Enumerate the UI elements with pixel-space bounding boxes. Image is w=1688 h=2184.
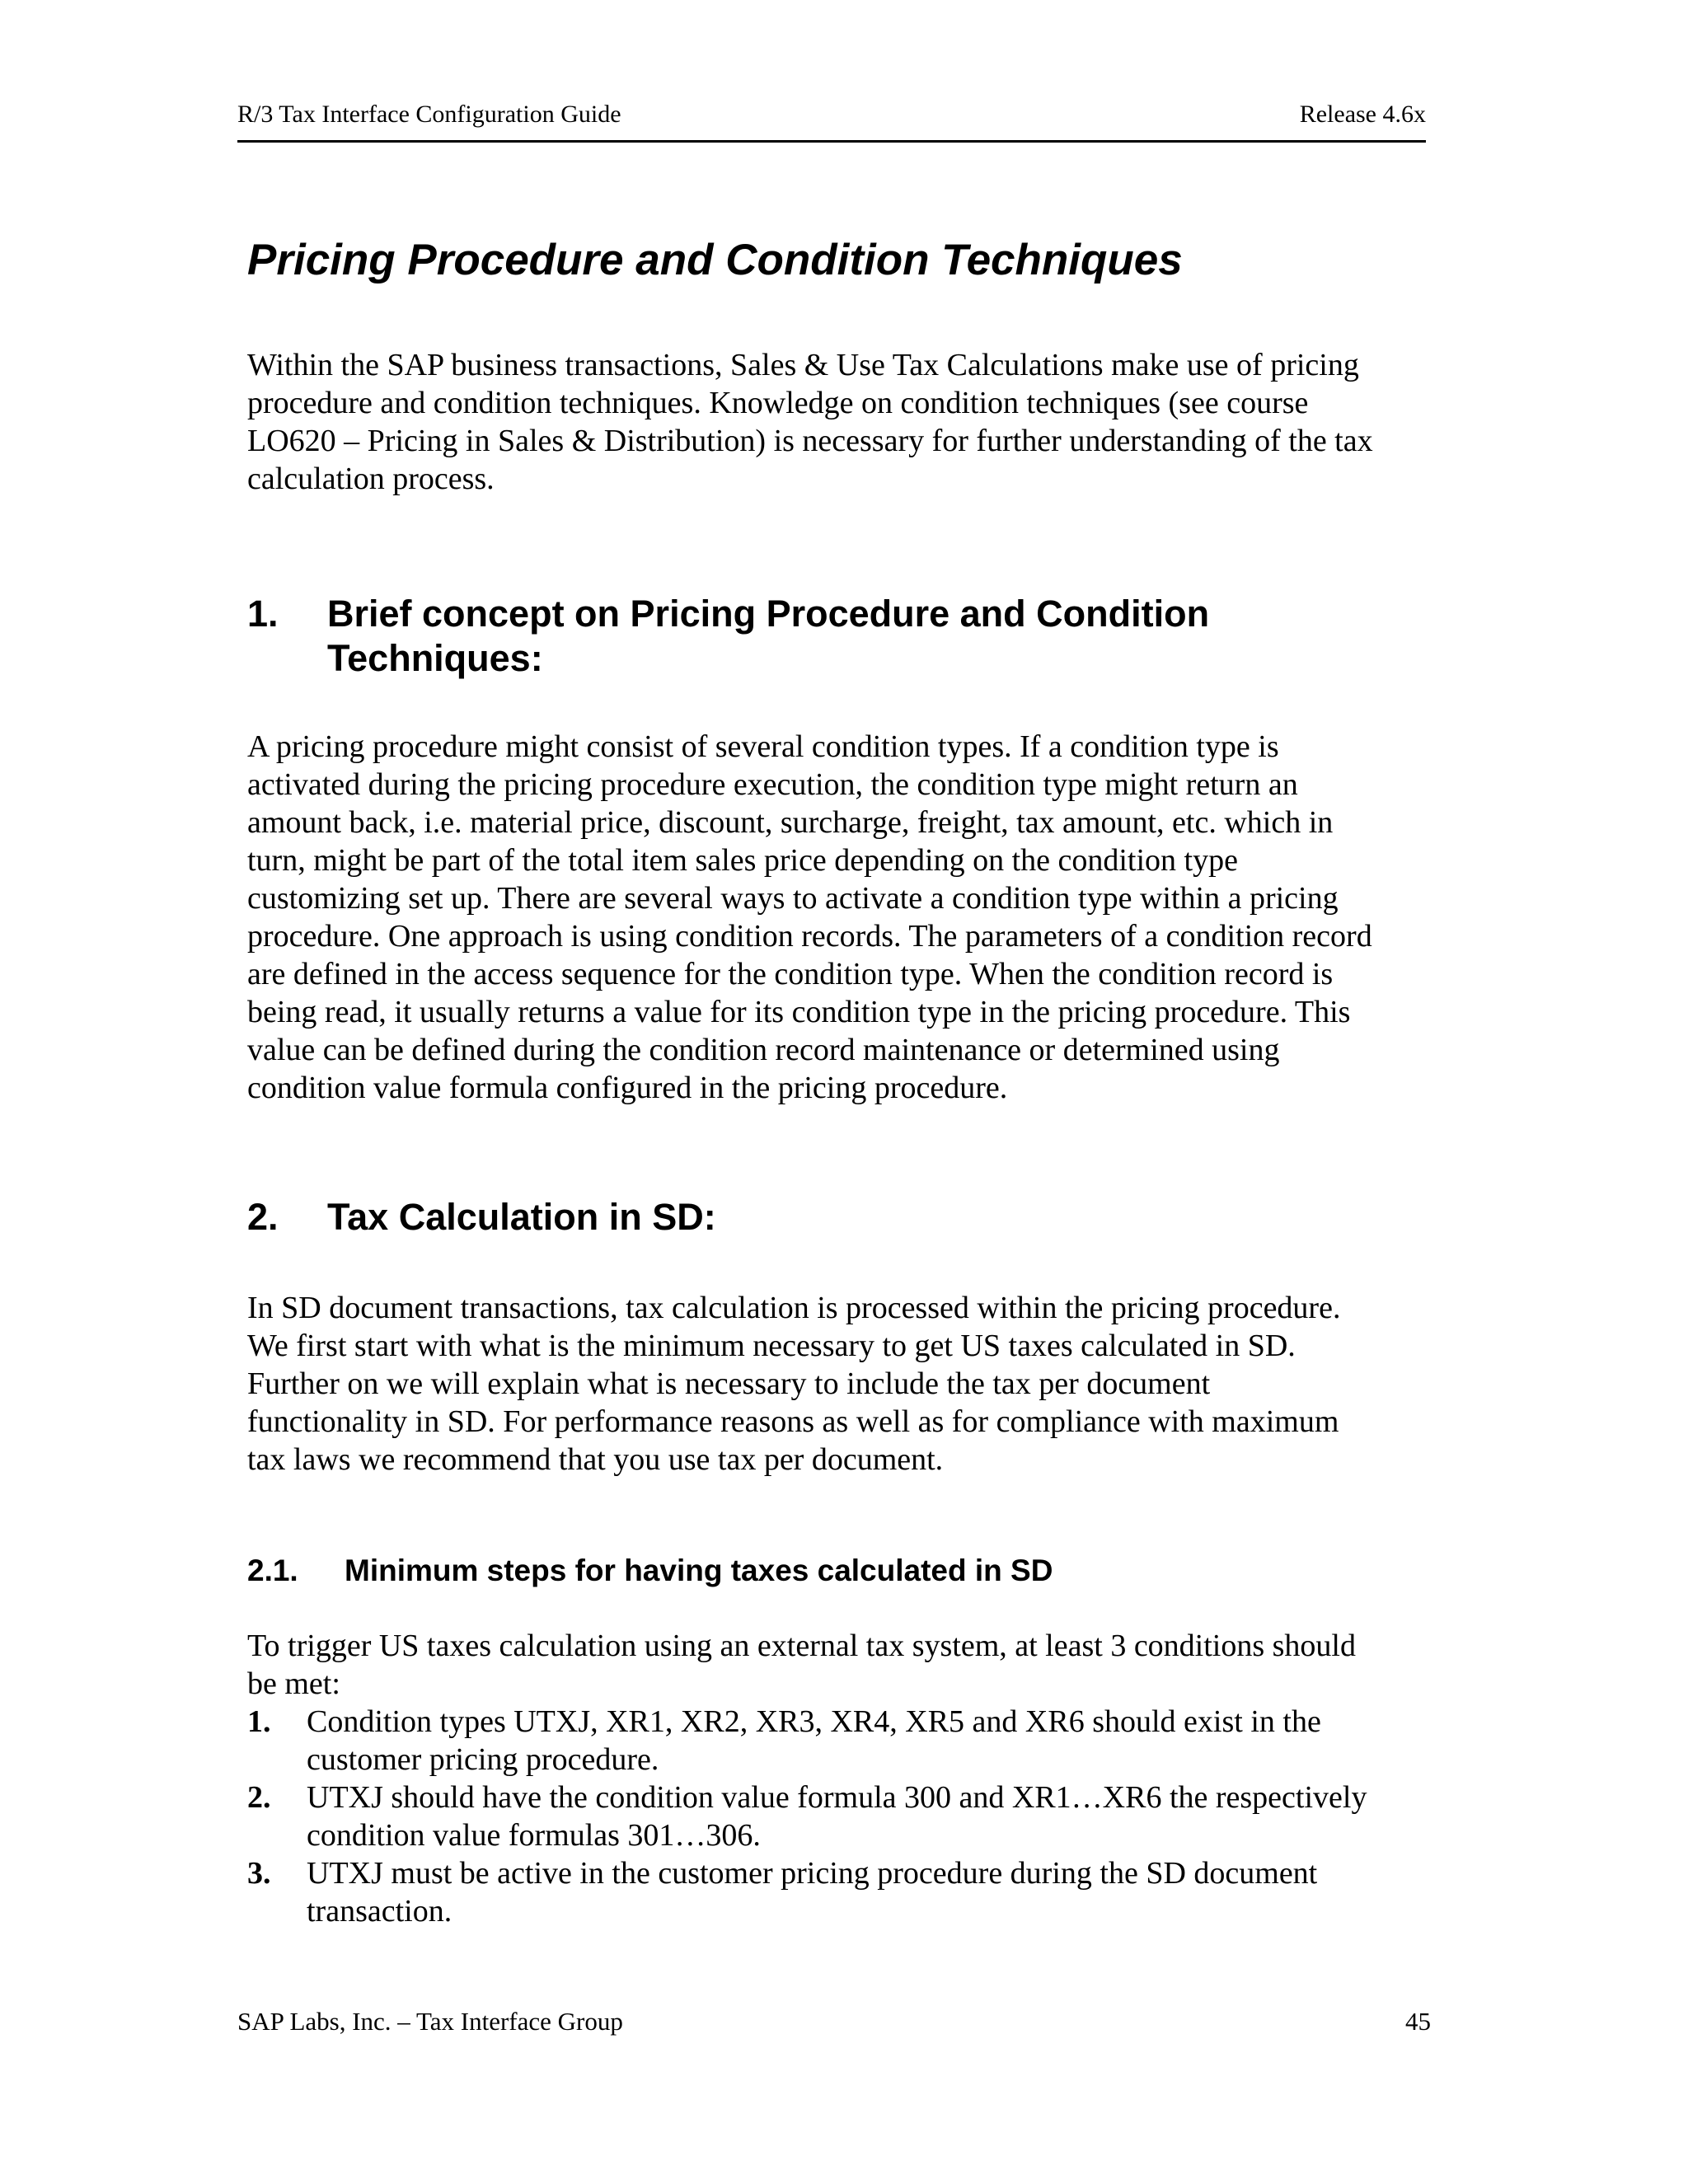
list-item-line: condition value formulas 301…306.	[307, 1818, 761, 1853]
section-2-title: Tax Calculation in SD:	[327, 1196, 716, 1238]
intro-line: LO620 – Pricing in Sales & Distribution) is necessary for further understanding of the tax	[247, 424, 1373, 458]
section-2-paragraph	[247, 1289, 1340, 1479]
section-1-title-line: Brief concept on Pricing Procedure and Condition	[327, 593, 1210, 635]
section-1-line: activated during the pricing procedure execution, the condition type might return an	[247, 767, 1298, 802]
list-item-number: 3.	[247, 1856, 271, 1891]
page-header	[237, 97, 1426, 143]
section-1-line: value can be defined during the condition record maintenance or determined using	[247, 1033, 1280, 1067]
page-title: Pricing Procedure and Condition Techniques	[247, 236, 1183, 284]
section-1-line: condition value formula configured in the pricing procedure.	[247, 1071, 1008, 1105]
footer-organization: SAP Labs, Inc. – Tax Interface Group	[237, 2007, 623, 2036]
section-1-paragraph	[247, 728, 1372, 1107]
section-2-1-title: Minimum steps for having taxes calculated in SD	[345, 1554, 1053, 1587]
intro-line: procedure and condition techniques. Knowledge on condition techniques (see course	[247, 386, 1309, 420]
section-1-line: A pricing procedure might consist of several condition types. If a condition type is	[247, 729, 1279, 764]
section-2-1-line: To trigger US taxes calculation using an external tax system, at least 3 conditions should	[247, 1629, 1356, 1663]
list-item	[247, 1703, 1367, 1779]
section-1-line: amount back, i.e. material price, discount, surcharge, freight, tax amount, etc. which in	[247, 805, 1334, 840]
section-1-line: procedure. One approach is using condition records. The parameters of a condition record	[247, 919, 1372, 954]
list-item	[247, 1854, 1367, 1930]
intro-line: calculation process.	[247, 462, 495, 496]
header-document-title: R/3 Tax Interface Configuration Guide	[237, 101, 621, 128]
list-item-line: transaction.	[307, 1894, 452, 1929]
section-2-1-paragraph	[247, 1627, 1356, 1703]
list-item-line: UTXJ should have the condition value formula 300 and XR1…XR6 the respectively	[307, 1780, 1367, 1815]
section-2-number: 2.	[247, 1196, 279, 1238]
intro-line: Within the SAP business transactions, Sales & Use Tax Calculations make use of pricing	[247, 348, 1359, 382]
page-number: 45	[1405, 2007, 1431, 2036]
section-2-line: tax laws we recommend that you use tax per document.	[247, 1442, 944, 1477]
section-1-line: being read, it usually returns a value for its condition type in the pricing procedure. This	[247, 995, 1351, 1029]
section-2-line: We first start with what is the minimum necessary to get US taxes calculated in SD.	[247, 1329, 1296, 1363]
section-2-1-line: be met:	[247, 1666, 340, 1701]
list-item-line: Condition types UTXJ, XR1, XR2, XR3, XR4, XR5 and XR6 should exist in the	[307, 1704, 1321, 1739]
section-2-1-number: 2.1.	[247, 1554, 298, 1587]
list-item-number: 1.	[247, 1704, 271, 1739]
section-1-line: turn, might be part of the total item sales price depending on the condition type	[247, 843, 1238, 878]
header-release: Release 4.6x	[1299, 101, 1426, 128]
section-1-number: 1.	[247, 593, 279, 635]
section-2-line: In SD document transactions, tax calculation is processed within the pricing procedure.	[247, 1291, 1341, 1325]
intro-paragraph	[247, 346, 1373, 498]
section-2-line: functionality in SD. For performance reasons as well as for compliance with maximum	[247, 1404, 1339, 1439]
section-2-line: Further on we will explain what is necessary to include the tax per document	[247, 1366, 1211, 1401]
conditions-list	[247, 1703, 1367, 1930]
section-1-title-line: Techniques:	[327, 637, 543, 679]
list-item-line: UTXJ must be active in the customer pricing procedure during the SD document	[307, 1856, 1318, 1891]
list-item-number: 2.	[247, 1780, 271, 1815]
list-item	[247, 1779, 1367, 1854]
list-item-line: customer pricing procedure.	[307, 1742, 659, 1777]
section-1-line: customizing set up. There are several ways to activate a condition type within a pricing	[247, 881, 1339, 916]
section-1-line: are defined in the access sequence for the condition type. When the condition record is	[247, 957, 1334, 991]
